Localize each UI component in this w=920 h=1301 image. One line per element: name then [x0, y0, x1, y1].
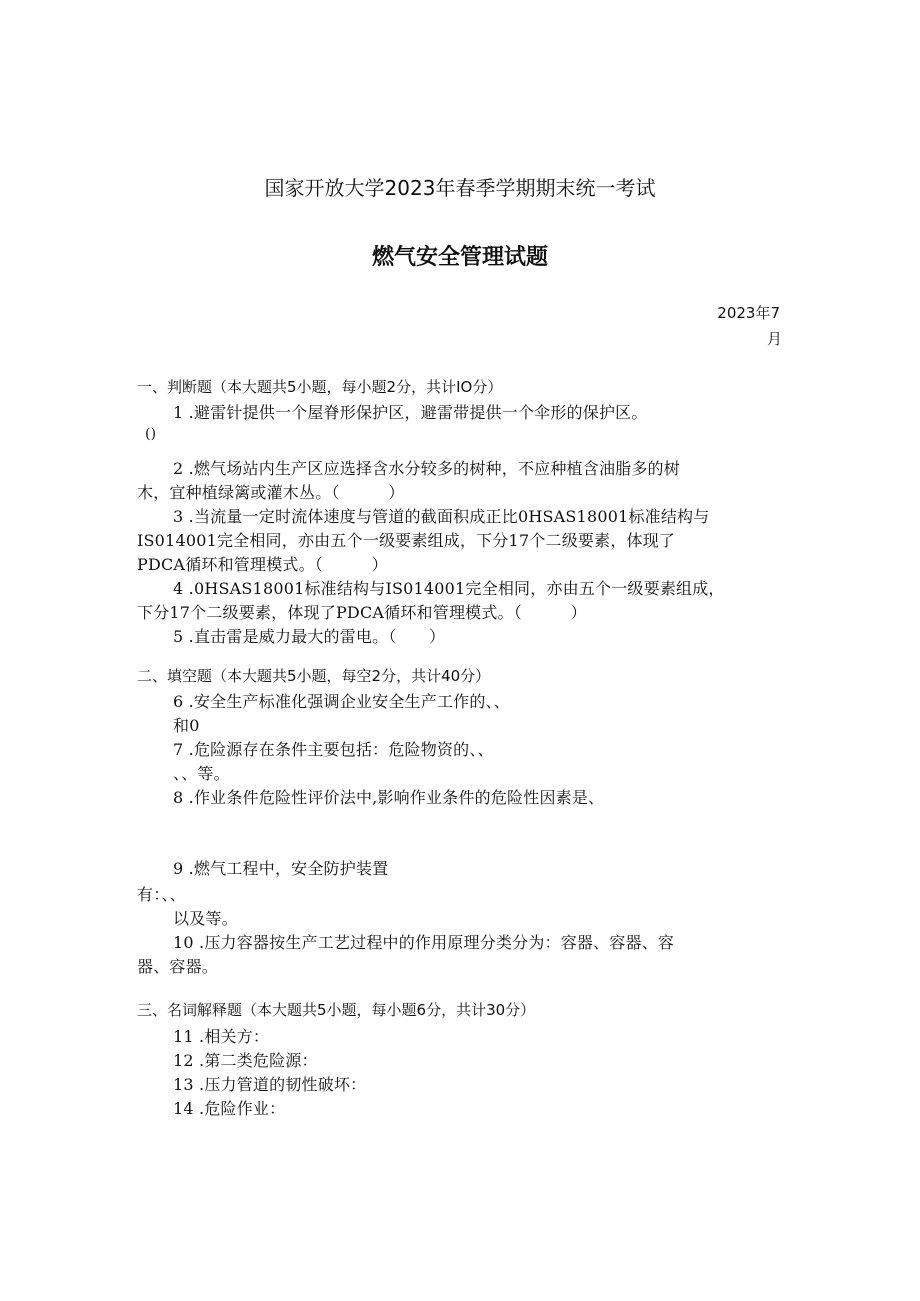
question-9-line1: 9 .燃气工程中，安全防护装置 — [173, 859, 389, 878]
section2-heading: 二、填空题（本大题共5小题，每空2分，共计40分） — [137, 667, 491, 685]
question-11: 11 .相关方： — [173, 1027, 270, 1046]
question-8: 8 .作业条件危险性评价法中,影响作业条件的危险性因素是、 — [173, 788, 605, 807]
question-6-line1: 6 .安全生产标准化强调企业安全生产工作的、、 — [173, 692, 510, 711]
question-2-line1: 2 .燃气场站内生产区应选择含水分较多的树种，不应种植含油脂多的树 — [173, 459, 680, 478]
question-7-line2: 、、等。 — [173, 764, 230, 783]
section3-heading: 三、名词解释题（本大题共5小题，每小题6分，共计30分） — [137, 1001, 536, 1019]
section1-heading: 一、判断题（本大题共5小题，每小题2分，共计IO分） — [137, 378, 503, 396]
exam-header: 国家开放大学2023年春季学期期末统一考试 — [264, 176, 656, 200]
question-9-line2: 有：、、 — [137, 885, 186, 904]
question-3-line2: IS014001完全相同，亦由五个一级要素组成，下分17个二级要素，体现了 — [137, 531, 676, 550]
question-4-line1: 4 .0HSAS18001标准结构与IS014001完全相同，亦由五个一级要素组成， — [173, 579, 725, 598]
question-10-line1: 10 .压力容器按生产工艺过程中的作用原理分类分为：容器、容器、容 — [173, 933, 675, 952]
question-2-line2: 木，宜种植绿篱或灌木丛。（ ） — [137, 483, 405, 502]
question-5: 5 .直击雷是威力最大的雷电。（ ） — [173, 627, 446, 646]
question-7-line1: 7 .危险源存在条件主要包括：危险物资的、、 — [173, 740, 494, 759]
question-3-line3: PDCA循环和管理模式。（ ） — [137, 555, 388, 574]
question-12: 12 .第二类危险源： — [173, 1051, 318, 1070]
question-10-line2: 器、容器。 — [137, 957, 219, 976]
question-6-line2: 和0 — [173, 716, 200, 735]
question-9-line3: 以及等。 — [173, 909, 238, 928]
exam-date-line1: 2023年7 — [717, 304, 780, 322]
question-3-line1: 3 .当流量一定时流体速度与管道的截面积成正比0HSAS18001标准结构与 — [173, 507, 710, 526]
question-1-line2: () — [145, 426, 157, 442]
question-4-line2: 下分17个二级要素，体现了PDCA循环和管理模式。（ ） — [137, 603, 587, 622]
exam-date-line2: 月 — [766, 330, 782, 348]
question-1-line1: 1 .避雷针提供一个屋脊形保护区，避雷带提供一个伞形的保护区。 — [173, 403, 648, 422]
question-14: 14 .危险作业： — [173, 1099, 286, 1118]
question-13: 13 .压力管道的韧性破坏： — [173, 1075, 367, 1094]
paper-title: 燃气安全管理试题 — [371, 245, 548, 270]
